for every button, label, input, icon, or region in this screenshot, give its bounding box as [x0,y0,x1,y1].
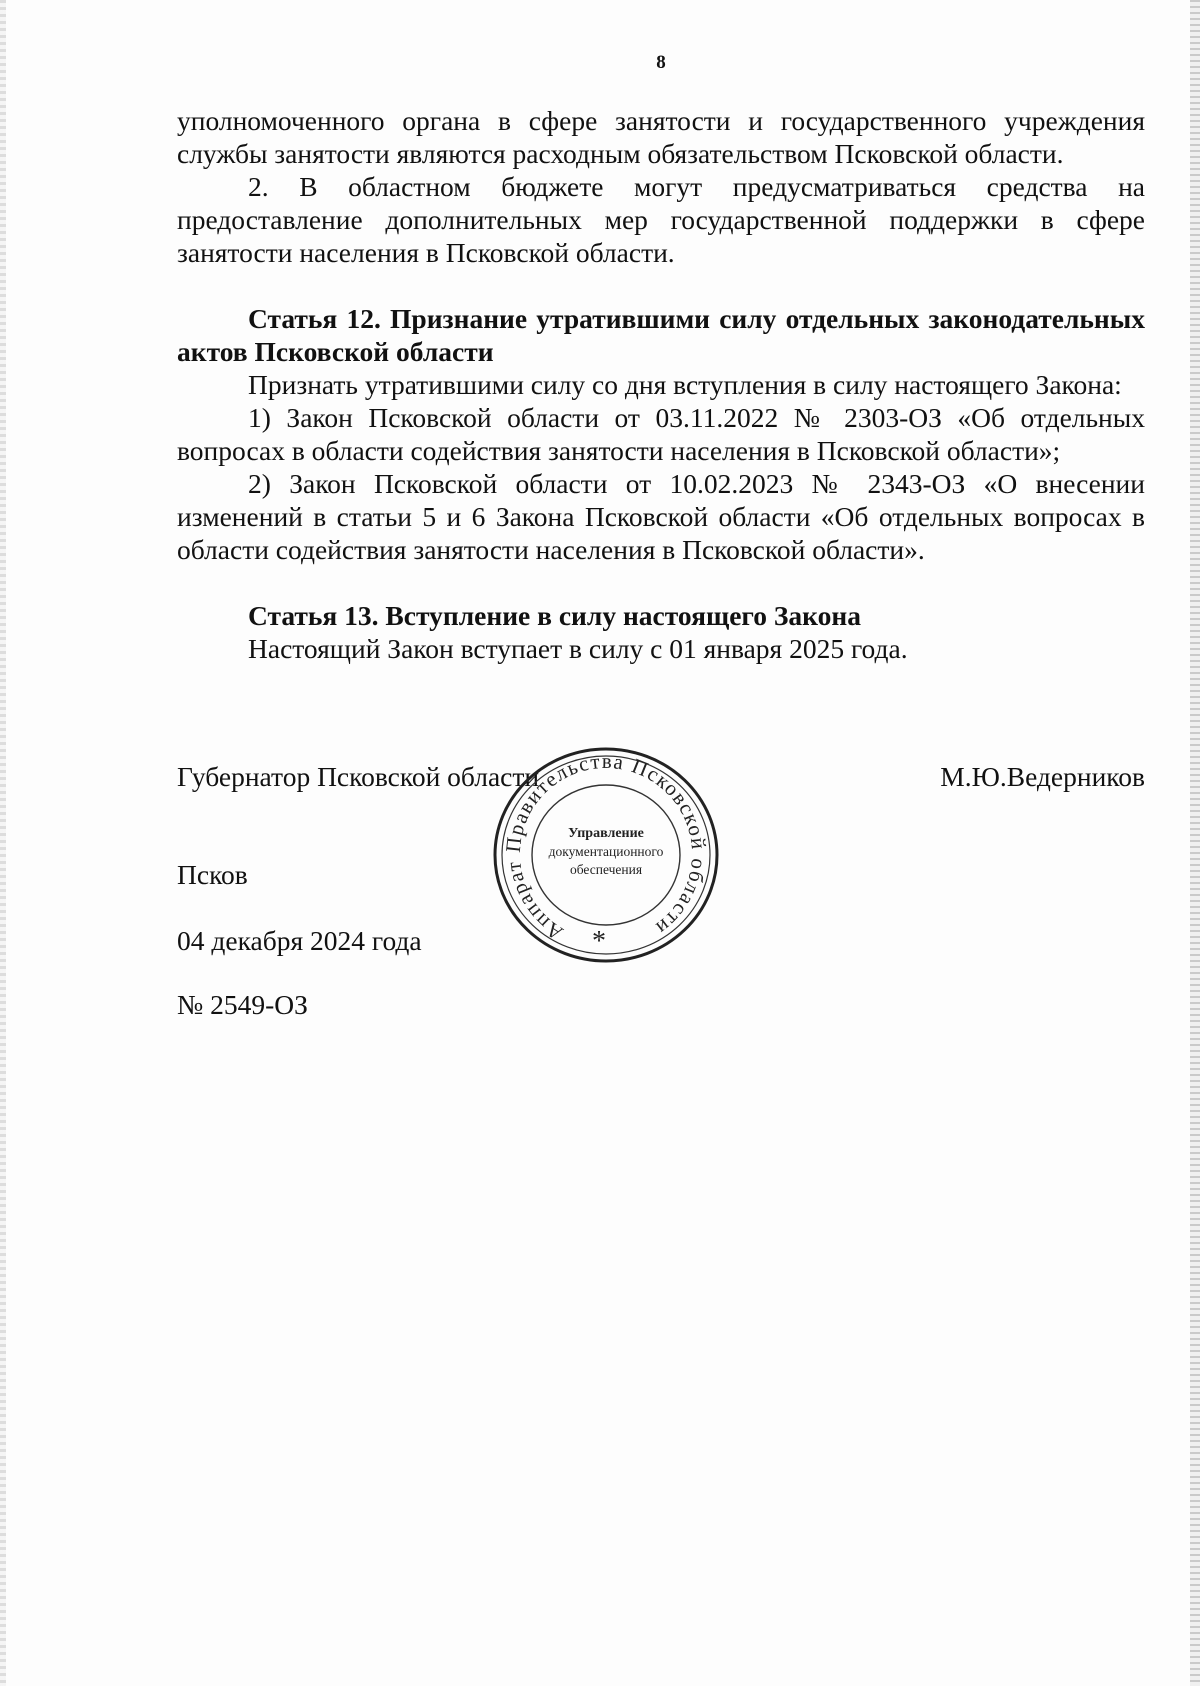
article-12-intro: Признать утратившими силу со дня вступления в силу настоящего Закона: [248,369,1122,400]
spacer [177,566,1145,599]
document-body [177,104,1145,665]
page-number: 8 [656,52,666,73]
article-13-heading: Статья 13. Вступление в силу настоящего Закона [248,600,861,631]
date-of-signing: 04 декабря 2024 года [177,925,422,956]
article-12-item-1: 1) Закон Псковской области от 03.11.2022 № 2303-ОЗ «Об отдельных вопросах в области содействия занятости населения в Псковской области»; [177,402,1145,466]
official-stamp [491,745,721,965]
scan-edge-right [1190,0,1200,1686]
spacer [177,269,1145,302]
stamp-ring-text: Аппарат Правительства Псковской области [500,748,712,946]
signatory-position: Губернатор Псковской области [177,761,540,792]
paragraph-item-2: 2. В областном бюджете могут предусматриваться средства на предоставление дополнительных мер государственной поддержки в сфере занятости населения в Псковской области. [177,171,1145,268]
paragraph-continuation: уполномоченного органа в сфере занятости и государственного учреждения службы занятости являются расходным обязательством Псковской области. [177,105,1145,169]
stamp-star: * [592,926,606,957]
place-of-signing: Псков [177,859,248,890]
article-13-text: Настоящий Закон вступает в силу с 01 января 2025 года. [248,633,908,664]
article-12-heading: Статья 12. Признание утратившими силу отдельных законодательных актов Псковской области [177,303,1145,367]
law-number: № 2549-ОЗ [177,989,308,1020]
scan-edge-left [0,0,6,1686]
signatory-name: М.Ю.Ведерников [940,761,1145,792]
stamp-line-1: Управление [568,826,644,841]
stamp-line-3: обеспечения [569,862,643,877]
article-12-item-2: 2) Закон Псковской области от 10.02.2023 № 2343-ОЗ «О внесении изменений в статьи 5 и 6 Закона Псковской области «Об отдельных вопросах в области содействия занятости населения в Псковской области». [177,468,1145,565]
stamp-line-2: документационного [548,844,664,859]
